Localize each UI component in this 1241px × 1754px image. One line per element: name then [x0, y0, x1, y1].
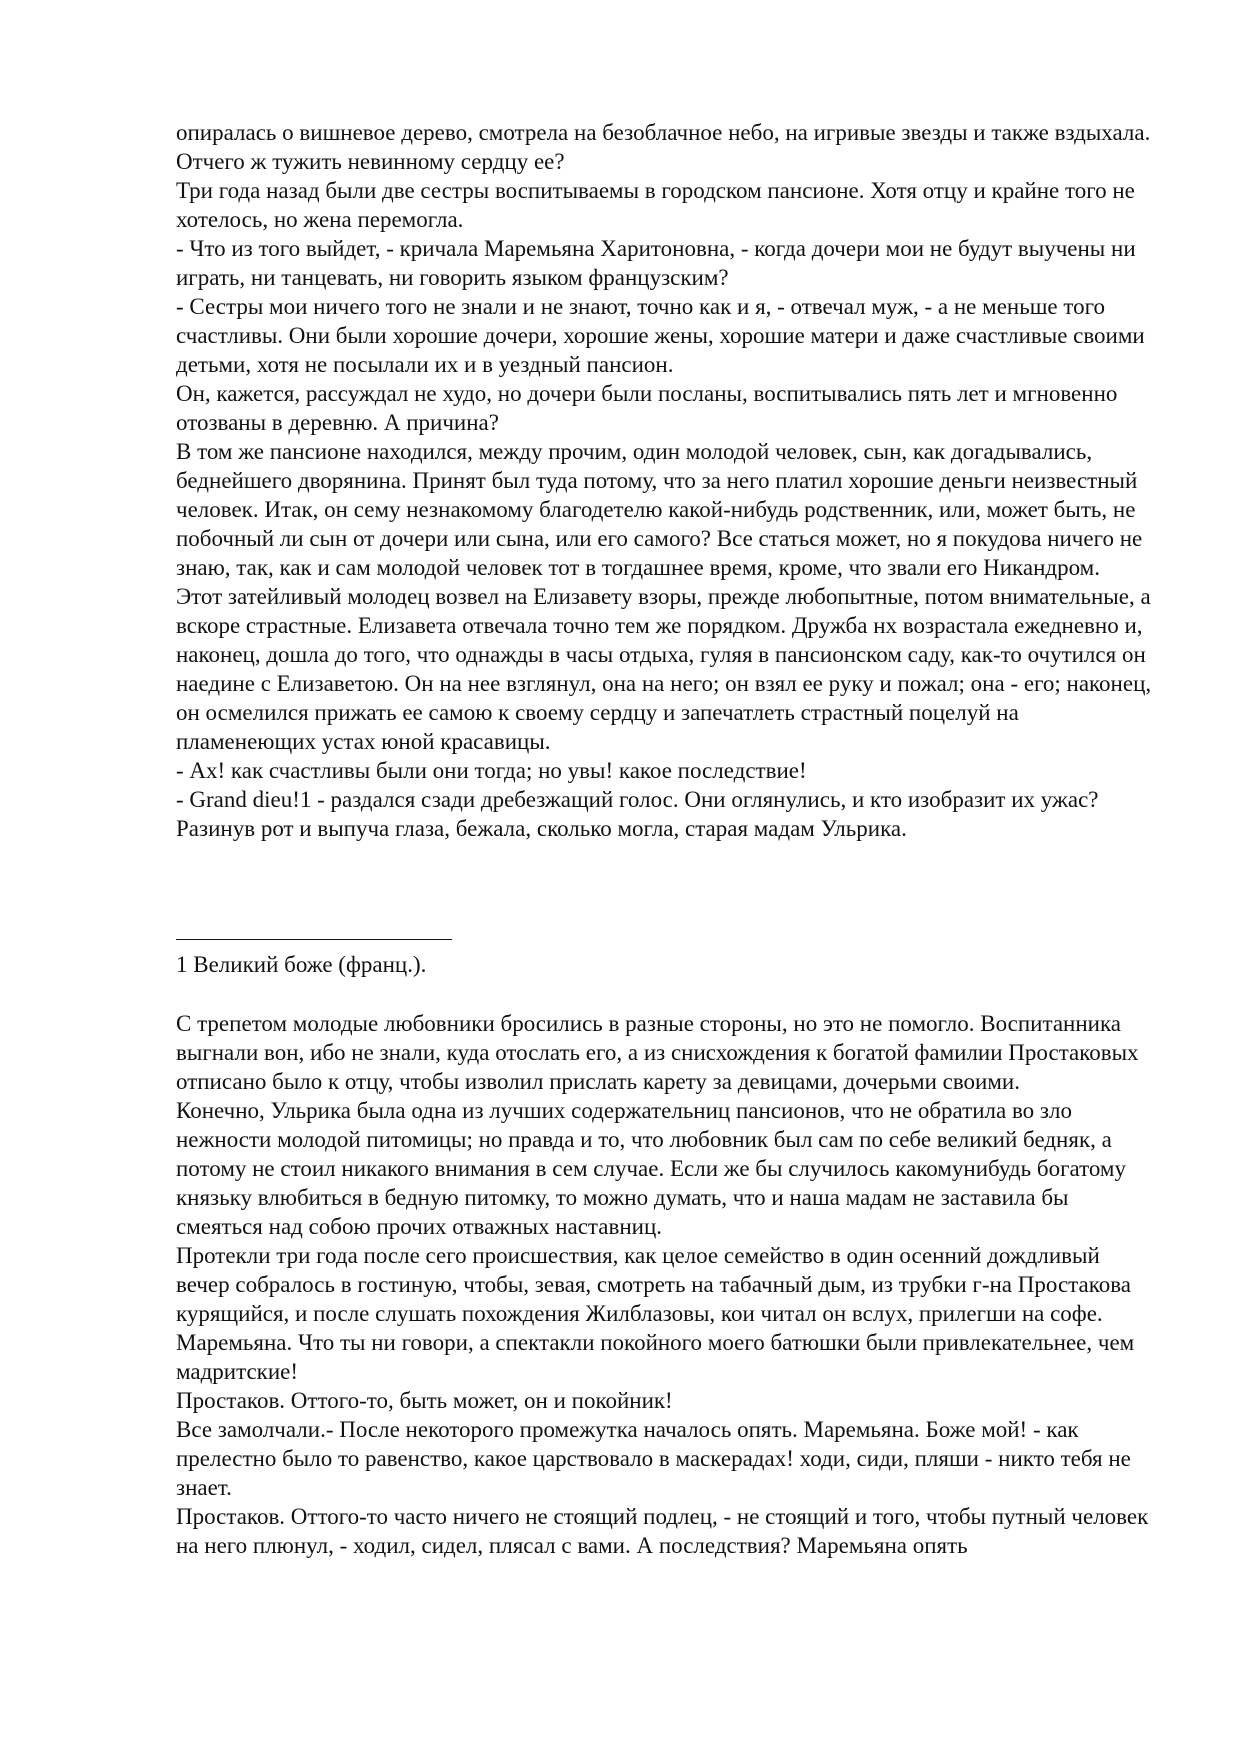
paragraph: В том же пансионе находился, между прочим, один молодой человек, сын, как догадывались, беднейшего дворянина. Принят был туда потому, что за него платил хорошие деньги неизвестный человек. Итак, он сему незнакомому благодетелю какой-нибудь родственник, или, может быть, не побочный ли сын от дочери или сына, или его самого? Все статься может, но я покудова ничего не знаю, так, как и сам молодой человек тот в тогдашнее время, кроме, что звали его Никандром. [176, 439, 1143, 580]
paragraph: Все замолчали.- После некоторого промежутка началось опять. Маремьяна. Боже мой! - как прелестно было то равенство, какое царствовало в маскерадах! ходи, сиди, пляши - никто тебя не знает. [176, 1417, 1131, 1500]
paragraph: Три года назад были две сестры воспитываемы в городском пансионе. Хотя отцу и крайне того не хотелось, но жена перемогла. [176, 178, 1135, 232]
footnote-separator [176, 939, 452, 940]
paragraph: Этот затейливый молодец возвел на Елизавету взоры, прежде любопытные, потом внимательные, а вскоре страстные. Елизавета отвечала точно тем же порядком. Дружба нх возрастала ежедневно и, наконец, дошла до того, что однажды в часы отдыха, гуляя в пансионском саду, как-то очутился он наедине с Елизаветою. Он на нее взглянул, она на него; он взял ее руку и пожал; она - его; наконец, он осмелился прижать ее самою к своему сердцу и запечатлеть страстный поцелуй на пламенеющих устах юной красавицы. [176, 584, 1152, 754]
main-text-upper [176, 118, 1156, 843]
paragraph: - Ах! как счастливы были они тогда; но увы! какое последствие! [176, 758, 807, 783]
paragraph: Простаков. Оттого-то, быть может, он и покойник! [176, 1388, 673, 1413]
footnote: 1 Великий боже (франц.). [176, 952, 427, 977]
paragraph: - Что из того выйдет, - кричала Маремьяна Харитоновна, - когда дочери мои не будут выучены ни играть, ни танцевать, ни говорить языком французским? [176, 236, 1136, 290]
paragraph: опиралась о вишневое дерево, смотрела на безоблачное небо, на игривые звезды и также вздыхала. [176, 120, 1151, 145]
paragraph: Протекли три года после сего происшествия, как целое семейство в один осенний дождливый вечер собралось в гостиную, чтобы, зевая, смотреть на табачный дым, из трубки г-на Простакова курящийся, и после слушать похождения Жилблазовы, кои читал он вслух, прилегши на софе. [176, 1243, 1131, 1326]
paragraph: Простаков. Оттого-то часто ничего не стоящий подлец, - не стоящий и того, чтобы путный человек на него плюнул, - ходил, сидел, плясал с вами. А последствия? Маремьяна опять [176, 1504, 1149, 1558]
paragraph: С трепетом молодые любовники бросились в разные стороны, но это не помогло. Воспитанника выгнали вон, ибо не знали, куда отослать его, а из снисхождения к богатой фамилии Простаковых отписано было к отцу, чтобы изволил прислать карету за девицами, дочерьми своими. [176, 1011, 1139, 1094]
paragraph: Он, кажется, рассуждал не худо, но дочери были посланы, воспитывались пять лет и мгновенно отозваны в деревню. А причина? [176, 381, 1118, 435]
paragraph: Отчего ж тужить невинному сердцу ее? [176, 149, 565, 174]
paragraph: - Grand dieu!1 - раздался сзади дребезжащий голос. Они оглянулись, и кто изобразит их ужас? Разинув рот и выпуча глаза, бежала, сколько могла, старая мадам Ульрика. [176, 787, 1099, 841]
paragraph: Маремьяна. Что ты ни говори, а спектакли покойного моего батюшки были привлекательнее, чем мадритские! [176, 1330, 1135, 1384]
paragraph: - Сестры мои ничего того не знали и не знают, точно как и я, - отвечал муж, - а не меньше того счастливы. Они были хорошие дочери, хорошие жены, хорошие матери и даже счастливые своими детьми, хотя не посылали их и в уездный пансион. [176, 294, 1145, 377]
main-text-lower [176, 1009, 1156, 1560]
paragraph: Конечно, Ульрика была одна из лучших содержательниц пансионов, что не обратила во зло нежности молодой питомицы; но правда и то, что любовник был сам по себе великий бедняк, а потому не стоил никакого внимания в сем случае. Если же бы случилось какомунибудь богатому князьку влюбиться в бедную питомку, то можно думать, что и наша мадам не заставила бы смеяться над собою прочих отважных наставниц. [176, 1098, 1126, 1239]
